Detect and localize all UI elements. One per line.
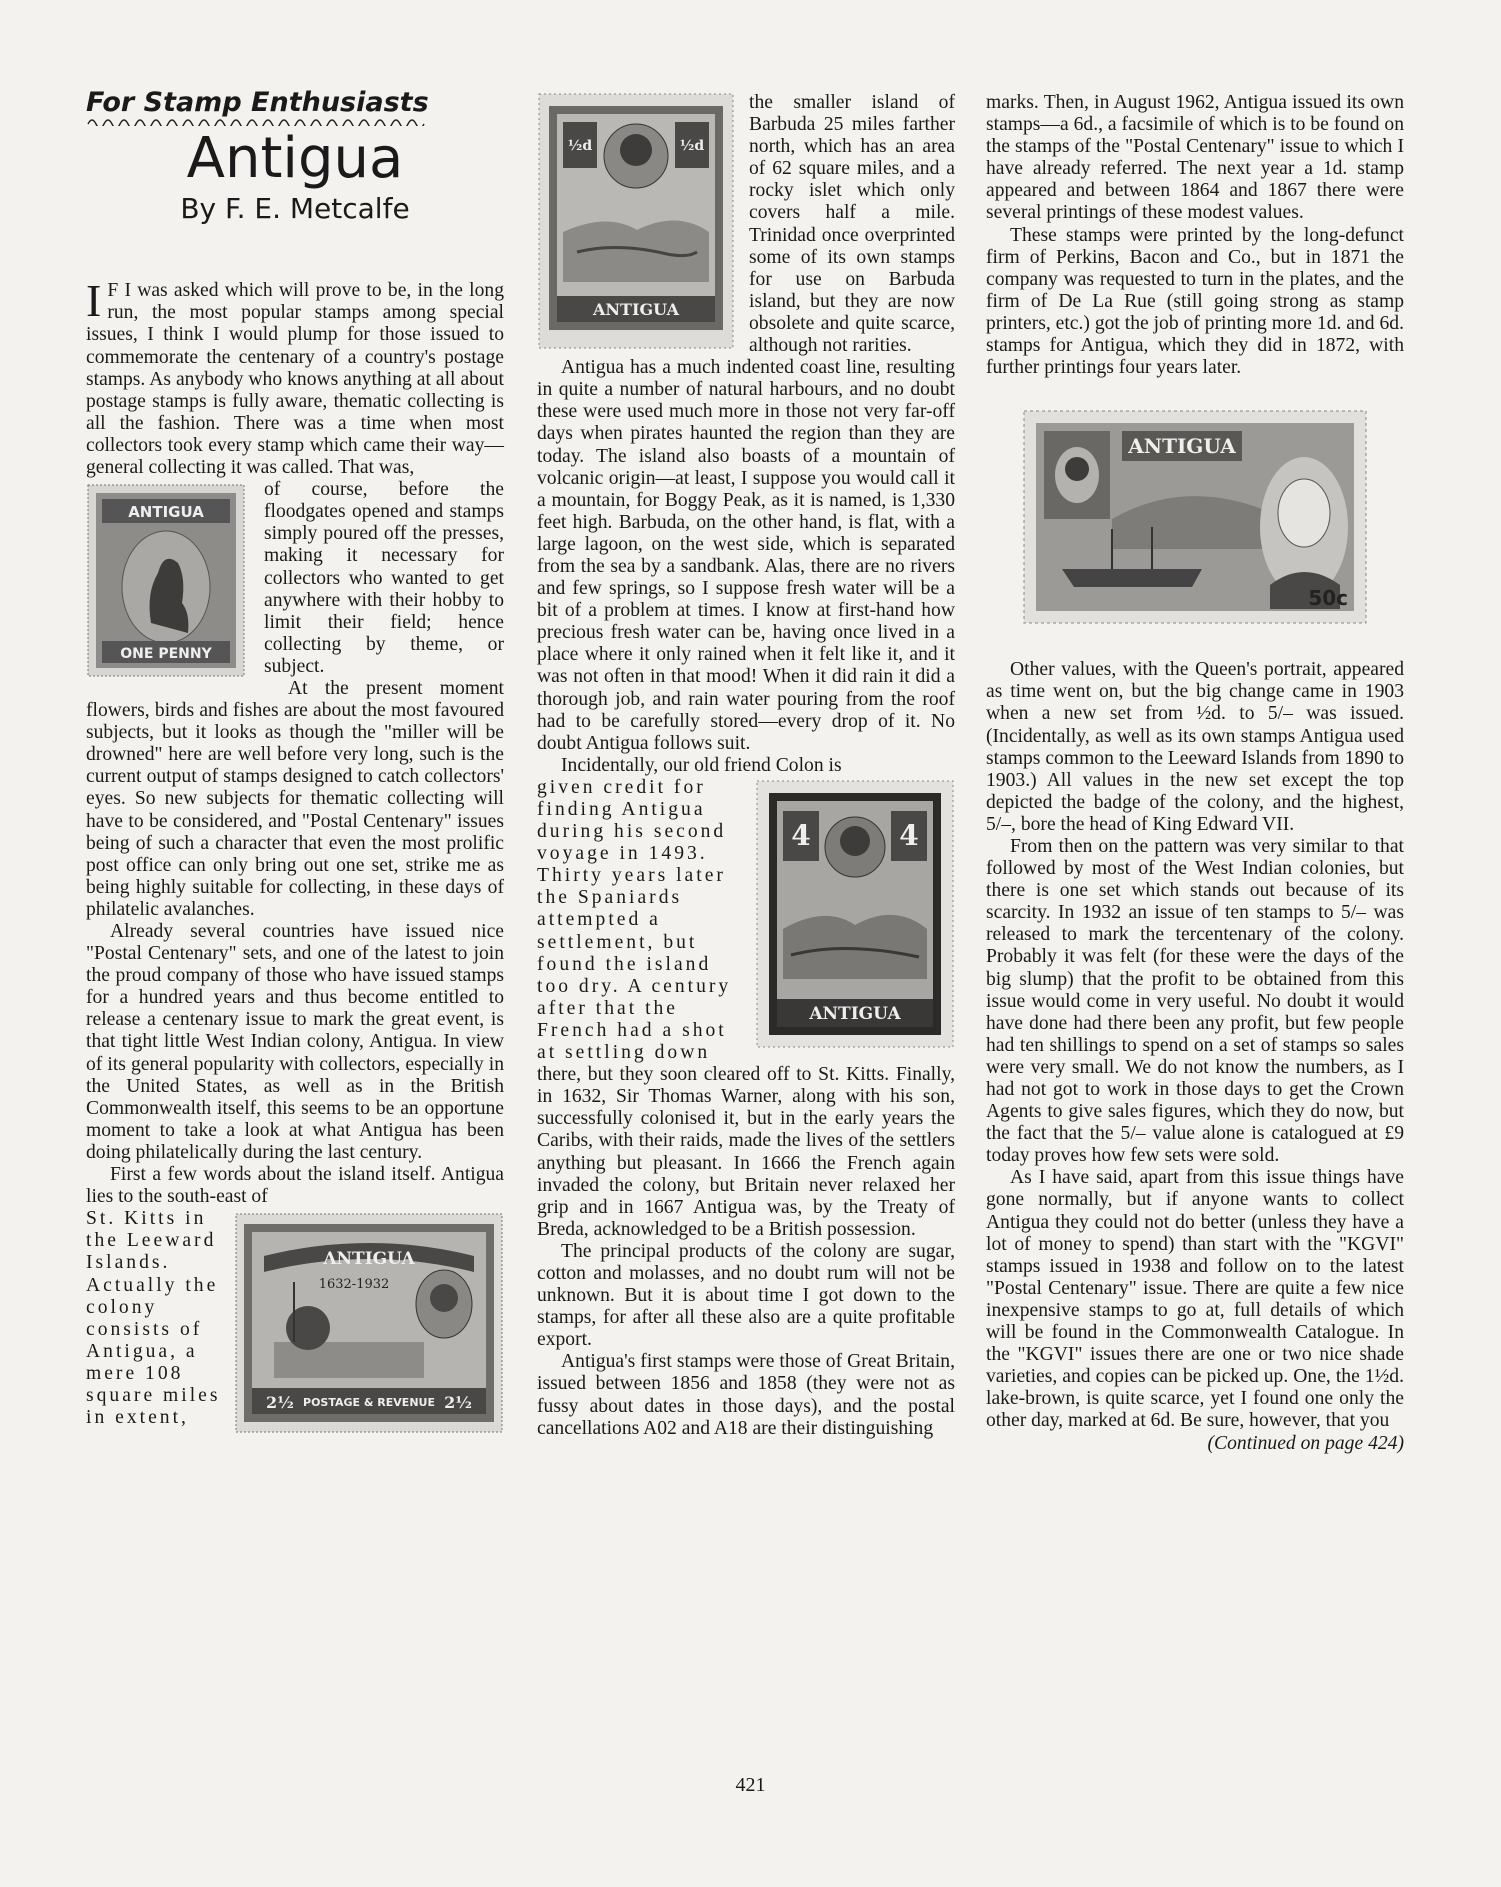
paragraph-centenary: Already several countries have issued nice "Postal Centenary" sets, and one of the latest to join the proud company of those who have issued stamps for a hundred years and thus become entitled to release a centenary issue to mark the great event, is that tight little West Indian colony, Antigua. In view of its general popularity with collectors, especially in the United States, as well as in the British Commonwealth itself, this seems to be an opportune moment to take a look at what Antigua has been doing philatelically during the last century. — [86, 921, 504, 1163]
paragraph-french: there, but they soon cleared off to St. Kitts. Finally, in 1632, Sir Thomas Warner, along with his son, successfully colonised it, but in the early years the Caribs, with their raids, made the lives of the settlers anything but pleasant. In 1666 the French again invaded the colony, but Britain never relaxed her grip and in 1667 Antigua was, by the Treaty of Breda, acknowledged to be a British possession. — [537, 1064, 955, 1240]
paragraph-island: First a few words about the island itself. Antigua lies to the south-east of — [86, 1164, 504, 1208]
stamp-four-cents-value-left: 4 — [791, 818, 811, 852]
stamp-tercentenary-banner: ANTIGUA — [323, 1249, 415, 1270]
paragraph-marks: marks. Then, in August 1962, Antigua issued its own stamps—a 6d., a facsimile of which is to be found on the stamps of the "Postal Centenary" issue to which I have already referred. The next year a 1d. stamp appeared and between 1864 and 1867 there were several printings of these modest values. — [986, 92, 1404, 224]
stamp-tercentenary-years: 1632-1932 — [318, 1277, 390, 1293]
column-3 — [986, 92, 1404, 1455]
article-byline: By F. E. Metcalfe — [180, 192, 410, 226]
paragraph-intro: I F I was asked which will prove to be, in the long run, the most popular stamps among special issues, I think I would plump for those issued to commemorate the centenary of a country's postage stamps. As anybody who knows anything at all about postage stamps is fully aware, thematic collecting is all the fashion. There was a time when most collectors took every stamp which came their way—general collecting it was called. That was, — [86, 275, 504, 479]
paragraph-coastline: Antigua has a much indented coast line, resulting in quite a number of natural harbours, and no doubt these were used much more in those not very far-off days when pirates haunted the region than they are today. The island also boasts of a mountain of volcanic origin—at least, I suppose you would call it a mountain, for Boggy Peak, as it is named, is 1,330 feet high. Barbuda, on the other hand, is flat, with a large lagoon, on the west side, which is separated from the sea by a sandbank. Alas, there are no rivers and few springs, so I suppose fresh water will be a bit of a problem at times. I know at first-hand how precious fresh water can be, having once lived in a place where it only rained when it felt like it, and it was not often in that mood! When it did rain it did a thorough job, and rain water pouring from the roof had to be carefully stored—every drop of it. No doubt Antigua follows suit. — [537, 357, 955, 754]
stamp-postal-centenary-name: ANTIGUA — [1128, 434, 1236, 459]
stamp-tercentenary — [234, 1212, 504, 1434]
paragraph-island-cont: St. Kitts in the Leeward Islands. Actually the colony consists of Antigua, a mere 108 square miles in extent, — [86, 1208, 221, 1429]
paragraph-intro-cont: of course, before the floodgates opened and stamps simply poured off the presses, making it necessary for collectors who wanted to get anywhere with their hobby to limit their field; hence collecting by theme, or subject. — [264, 479, 504, 677]
column-2 — [537, 92, 955, 1440]
paragraph-printers: These stamps were printed by the long-defunct firm of Perkins, Bacon and Co., but in 1871 the company was requested to turn in the plates, and the firm of De La Rue (still going strong as stamp printers, etc.) got the job of printing more 1d. and 6d. stamps for Antigua, which they did in 1872, with further printings four years later. — [986, 224, 1404, 379]
stamp-half-penny-value-right: ½d — [679, 138, 705, 154]
stamp-four-cents-name: ANTIGUA — [809, 1003, 901, 1024]
stamp-tercentenary-value-left: 2½ — [266, 1393, 294, 1413]
stamp-one-penny-top-label: ANTIGUA — [128, 503, 204, 522]
stamp-half-penny-name: ANTIGUA — [593, 300, 679, 319]
stamp-tercentenary-bottom-label: POSTAGE & REVENUE — [303, 1396, 435, 1410]
stamp-one-penny — [86, 483, 246, 678]
drop-cap: I — [86, 275, 102, 327]
continued-note: (Continued on page 424) — [1207, 1432, 1404, 1454]
paragraph-colon: Incidentally, our old friend Colon is — [561, 754, 842, 776]
paragraph-products: The principal products of the colony are sugar, cotton and molasses, and no doubt rum will not be unknown. But it is about time I got down to the stamps, for after all these also are a quite profitable export. — [537, 1240, 955, 1351]
paragraph-colon-cont: given credit for finding Antigua during his second voyage in 1493. Thirty years later the Spaniards attempted a settlement, but found the island too dry. A century after that the French had a shot at settling down — [537, 776, 732, 1064]
page-number: 421 — [735, 1774, 766, 1796]
stamp-tercentenary-value-right: 2½ — [444, 1393, 472, 1413]
stamp-four-cents-value-right: 4 — [899, 818, 919, 852]
paragraph-pattern: From then on the pattern was very similar to that followed by most of the West Indian colonies, but there is one set which stands out because of its scarcity. In 1932 an issue of ten stamps to 5/– was released to mark the tercentenary of the colony. Probably it was felt (for these were the days of the big slump) that the profit to be obtained from this issue would come in very useful. No doubt it would have done had there been any profit, but few people had ten shillings to spend on a set of stamps so sales were very small. We do not know the numbers, as I had not got to work in those days to get the Crown Agents to give sales figures, which they do now, but the fact that the 5/– value alone is catalogued at £9 today proves how few sets were sold. — [986, 835, 1404, 1167]
paragraph-queens-portrait: Other values, with the Queen's portrait, appeared as time went on, but the big change came in 1903 when a new set from ½d. to 5/– was issued. (Incidentally, as well as its own stamps Antigua used stamps common to the Leeward Islands from 1890 to 1903.) All values in the new set except the top depicted the badge of the colony, and the highest, 5/–, bore the head of King Edward VII. — [986, 659, 1404, 835]
paragraph-themes: At the present moment flowers, birds and fishes are about the most favoured subjects, but it looks as though the "miller will be drowned" here are well before very long, such is the current output of stamps designed to catch collectors' eyes. So new subjects for thematic collecting will have to be considered, and "Postal Centenary" issues being of such a character that even the most prolific post office can only bring out one set, strike me as being highly suitable for collecting, in these days of philatelic avalanches. — [86, 677, 504, 920]
paragraph-barbuda: the smaller island of Barbuda 25 miles farther north, which has an area of 62 square miles, and a rocky islet which only covers half a mile. Trinidad once overprinted some of its own stamps for use on Barbuda island, but they are now obsolete and quite scarce, although not rarities. — [749, 92, 955, 357]
stamp-half-penny-value-left: ½d — [567, 138, 593, 154]
stamp-half-penny — [537, 92, 735, 350]
stamp-one-penny-bottom-label: ONE PENNY — [120, 646, 212, 663]
paragraph-first-stamps: Antigua's first stamps were those of Great Britain, issued between 1856 and 1858 (they were not as fussy about dates in those days), and the postal cancellations A02 and A18 are their distinguishing — [537, 1351, 955, 1439]
column-1 — [86, 87, 504, 1434]
article-title: Antigua — [186, 126, 404, 192]
stamp-postal-centenary — [1022, 409, 1368, 625]
paragraph-kgvi: As I have said, apart from this issue things have gone normally, but if anyone wants to collect Antigua they could not do better (unless they have a lot of money to spend) than start with the "KGVI" stamps issued in 1938 and follow on to the latest "Postal Centenary" issue. There are quite a few nice inexpensive stamps to go at, full details of which will be found in the Commonwealth Catalogue. In the "KGVI" issues there are one or two nice shade varieties, and copies can be picked up. One, the 1½d. lake-brown, is quite scarce, yet I found one only the other day, marked at 6d. Be sure, however, that you — [986, 1167, 1404, 1432]
stamp-postal-centenary-value: 50c — [1308, 586, 1348, 611]
stamp-four-cents — [755, 779, 955, 1049]
section-kicker: For Stamp Enthusiasts — [86, 87, 429, 118]
